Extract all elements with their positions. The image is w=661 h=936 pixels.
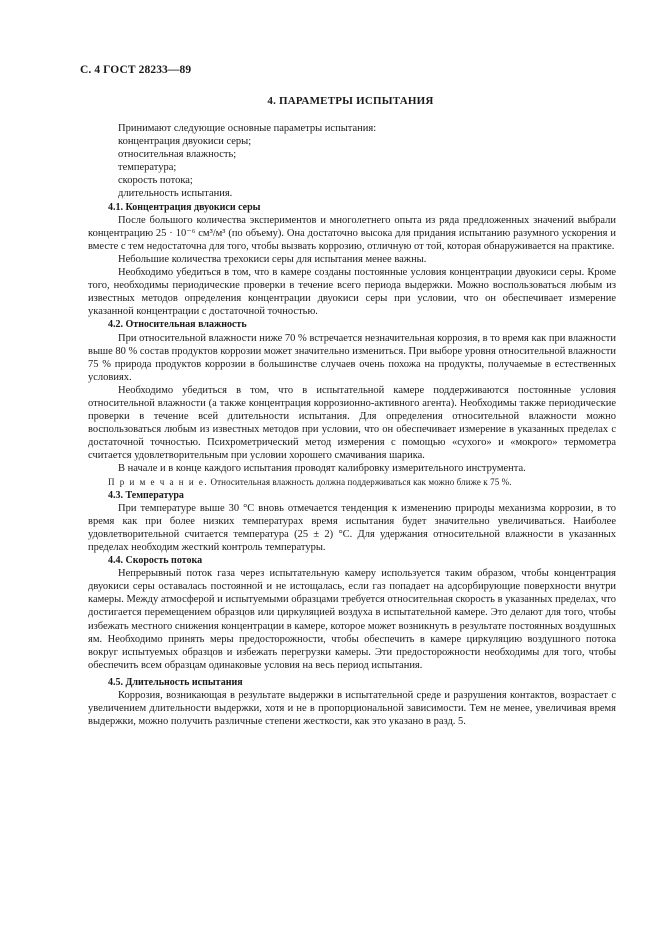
paragraph: Необходимо убедиться в том, что в испытательной камере поддерживаются постоянные условия относительной влажности (а также концентрация коррозионно-активного агента). Необходимы также периодические проверки в течение всей длительности испытания. Для определения относительной влажности можно воспользоваться любым из известных методов при условии, что он обеспечивает измерение в указанных пределах с достаточной точностью. Психрометрический метод измерения с помощью «сухого» и «мокрого» термометра считается удовлетворительным при условии хорошего смачивания шарика. [88,384,616,462]
note-label: П р и м е ч а н и е. [108,476,209,487]
paragraph: В начале и в конце каждого испытания проводят калибровку измерительного инструмента. [118,463,526,475]
intro-paragraph: Принимают следующие основные параметры испытания: [118,123,377,134]
subsection-heading-4-1: 4.1. Концентрация двуокиси серы [108,201,261,213]
note [88,476,616,489]
paragraph: Непрерывный поток газа через испытательную камеру используется таким образом, чтобы концентрация двуокиси серы оставалась постоянной и не истощалась, если газ попадает на адсорбирующие поверхности внутри камеры. Между атмосферой и испытуемыми образцами требуется относительная скорость в указанных пределах, что достигается перемещением образцов или циркуляцией воздуха в испытательной камере. Это делают для того, чтобы избежать местного снижения концентрации в камере, которое может возникнуть в результате постоянных воздушных ям. Необходимо принять меры предосторожности, чтобы обеспечить в камере циркуляцию воздушного потока вокруг испытуемых образцов и избежать перегрузки камеры. Эти предосторожности необходимы для того, чтобы обеспечить всем образцам одинаковые условия на весь период испытания. [88,568,616,671]
param-item: скорость потока; [118,175,193,187]
paragraph: Небольшие количества трехокиси серы для испытания менее важны. [118,253,427,265]
paragraph: После большого количества экспериментов и многолетнего опыта из ряда предложенных значений выбрали концентрацию 25 · 10⁻⁶ см³/м³ (по объему). Она достаточно высока для придания испытанию разумного ускорения и вместе с тем недостаточна для того, чтобы вызвать коррозию, отличную от той, которая обнаруживается на практике. [88,214,616,252]
subsection-heading-4-3: 4.3. Температура [108,489,184,501]
page-header: С. 4 ГОСТ 28233—89 [80,64,192,76]
subsection-heading-4-2: 4.2. Относительная влажность [108,319,247,331]
subsection-heading-4-4: 4.4. Скорость потока [108,555,203,567]
paragraph: Необходимо убедиться в том, что в камере созданы постоянные условия концентрации двуокиси серы. Кроме того, необходимы периодические проверки в течение всего периода выдержки. Можно воспользоваться любым из известных методов определения концентрации двуокиси серы при условии, что он обеспечивает измерение указанной концентрации с достаточной точностью. [88,267,616,318]
section-title: 4. ПАРАМЕТРЫ ИСПЫТАНИЯ [267,95,434,107]
note-text: Относительная влажность должна поддерживаться как можно ближе к 75 %. [210,476,512,487]
param-item: длительность испытания. [118,188,233,200]
param-item: концентрация двуокиси серы; [118,136,252,148]
subsection-heading-4-5: 4.5. Длительность испытания [108,676,243,688]
body-text [88,122,616,728]
paragraph: При температуре выше 30 °С вновь отмечается тенденция к изменению природы механизма коррозии, в то время как при более низких температурах время испытания будет значительно увеличиваться. Наиболее удовлетворительной считается температура (25 ± 2) °С. Для удержания относительной влажности в указанных пределах необходим жесткий контроль температуры. [88,502,616,553]
paragraph: Коррозия, возникающая в результате выдержки в испытательной среде и разрушения контактов, возрастает с увеличением длительности выдержки, хотя и не в пропорциональной зависимости. Тем не менее, увеличивая время выдержки, можно получить различные степени жесткости, как это указано в разд. 5. [88,690,616,728]
param-item: температура; [118,162,177,174]
param-item: относительная влажность; [118,149,237,161]
paragraph: При относительной влажности ниже 70 % встречается незначительная коррозия, в то время как при влажности выше 80 % состав продуктов коррозии может значительно измениться. При выборе уровня относительной влажности 75 % природа продуктов коррозии в большинстве случаев очень похожа на продукты, получаемые в естественных условиях. [88,332,616,383]
